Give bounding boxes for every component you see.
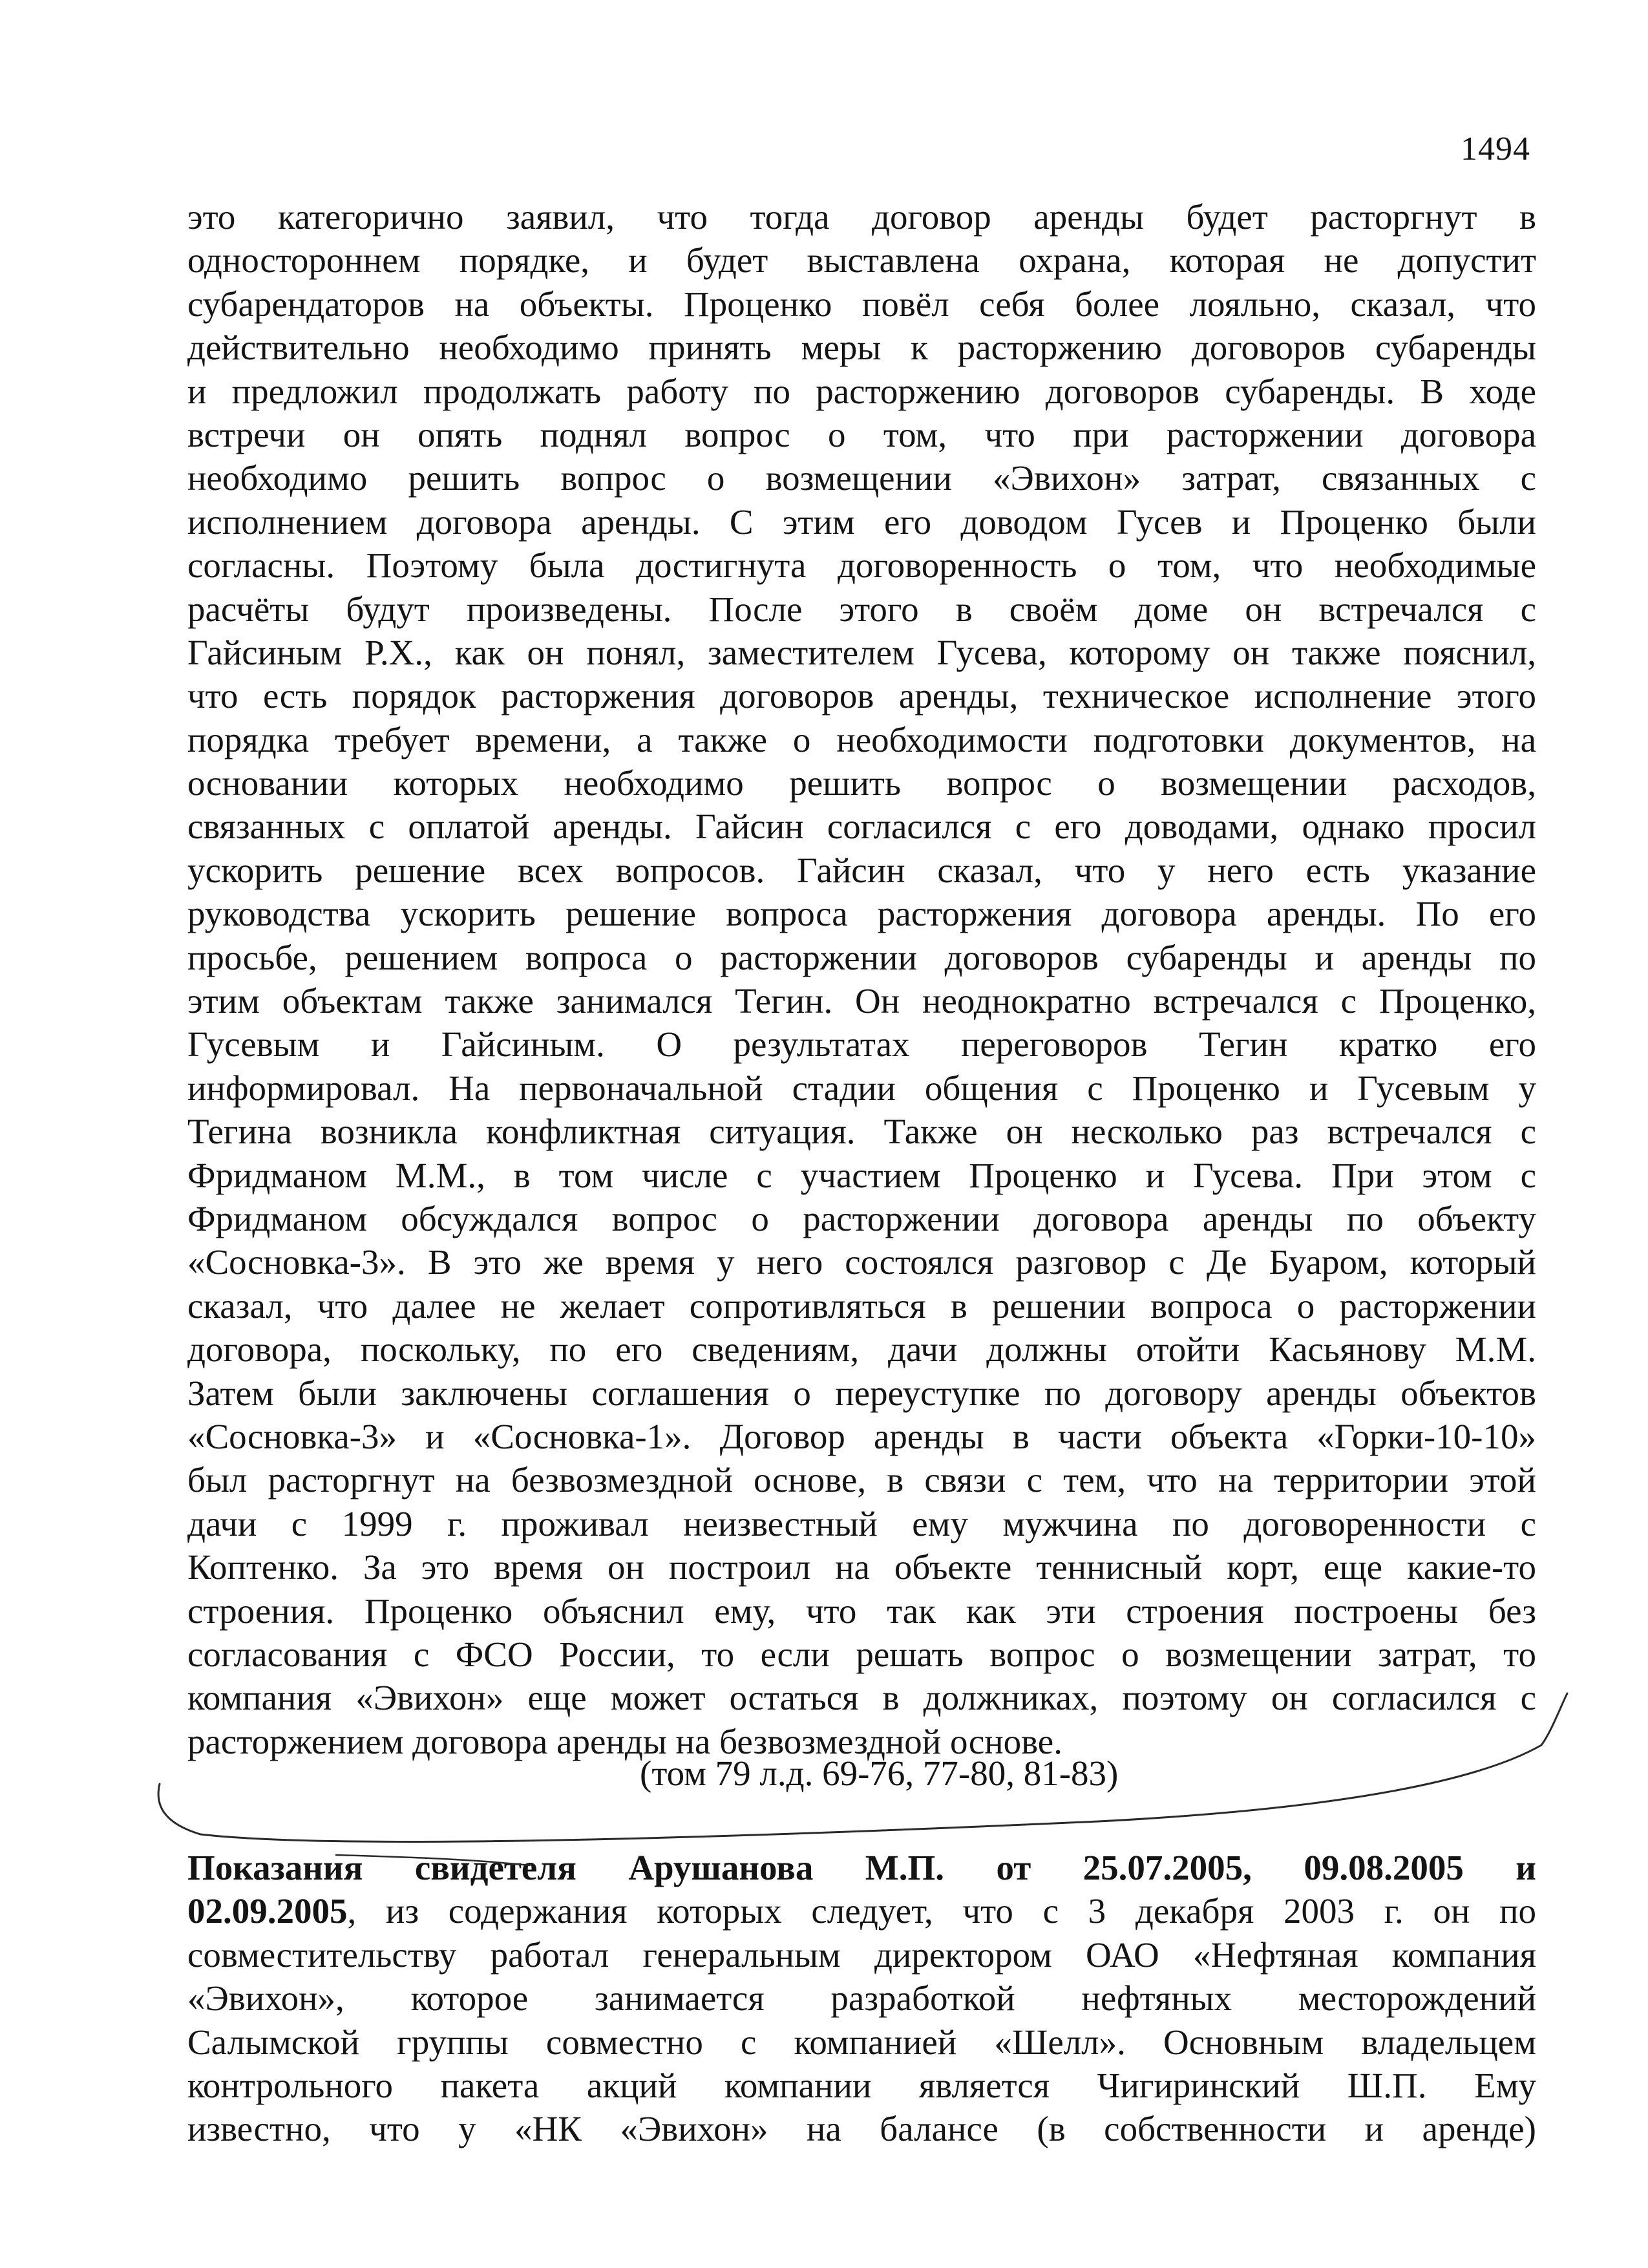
testimony-paragraph-arushanov	[187, 1846, 1536, 2151]
text-line: , из содержания которых следует, что с 3 декабря 2003 г. он по	[347, 1891, 1536, 1931]
text-line: строения. Проценко объяснил ему, что так как эти строения построены без	[187, 1591, 1536, 1631]
text-line: руководства ускорить решение вопроса расторжения договора аренды. По его	[187, 894, 1536, 934]
text-line: информировал. На первоначальной стадии общения с Проценко и Гусевым у	[187, 1068, 1536, 1108]
text-line: Фридманом обсуждался вопрос о расторжении договора аренды по объекту	[187, 1198, 1536, 1238]
text-line: связанных с оплатой аренды. Гайсин согласился с его доводами, однако просил	[187, 807, 1536, 847]
text-line: «Сосновка-3» и «Сосновка-1». Договор аренды в части объекта «Горки-10-10»	[187, 1416, 1536, 1456]
text-line: компания «Эвихон» еще может остаться в должниках, поэтому он согласился с	[187, 1678, 1536, 1718]
text-line: что есть порядок расторжения договоров аренды, техническое исполнение этого	[187, 676, 1536, 716]
text-line: Коптенко. За это время он построил на объекте теннисный корт, еще какие-то	[187, 1547, 1536, 1587]
text-line: «Сосновка-3». В это же время у него состоялся разговор с Де Буаром, который	[187, 1242, 1536, 1282]
text-line: ускорить решение всех вопросов. Гайсин сказал, что у него есть указание	[187, 850, 1536, 890]
case-file-reference: (том 79 л.д. 69-76, 77-80, 81-83)	[640, 1754, 1119, 1793]
text-line: Фридманом М.М., в том числе с участием Проценко и Гусева. При этом с	[187, 1155, 1536, 1195]
testimony-heading: Показания свидетеля Арушанова М.П. от 25.07.2005, 09.08.2005 и	[187, 1848, 1536, 1887]
text-line: сказал, что далее не желает сопротивляться в решении вопроса о расторжении	[187, 1286, 1536, 1326]
paragraph-heading-line	[187, 1889, 1536, 1933]
text-line: и предложил продолжать работу по расторжению договоров субаренды. В ходе	[187, 371, 1536, 411]
paragraph-heading-line	[187, 1846, 1536, 1889]
page-number: 1494	[1461, 131, 1530, 167]
text-line: Затем были заключены соглашения о переуступке по договору аренды объектов	[187, 1373, 1536, 1413]
text-line: необходимо решить вопрос о возмещении «Эвихон» затрат, связанных с	[187, 458, 1536, 498]
text-line: это категорично заявил, что тогда договор аренды будет расторгнут в	[187, 197, 1536, 237]
text-line: договора, поскольку, по его сведениям, дачи должны отойти Касьянову М.М.	[187, 1330, 1536, 1370]
text-line: был расторгнут на безвозмездной основе, в связи с тем, что на территории этой	[187, 1460, 1536, 1500]
text-line: дачи с 1999 г. проживал неизвестный ему мужчина по договоренности с	[187, 1503, 1536, 1543]
text-line: согласны. Поэтому была достигнута договоренность о том, что необходимые	[187, 546, 1536, 586]
testimony-paragraph-continued	[187, 195, 1536, 1763]
text-line: согласования с ФСО России, то если решать вопрос о возмещении затрат, то	[187, 1634, 1536, 1674]
text-line: этим объектам также занимался Тегин. Он неоднократно встречался с Проценко,	[187, 981, 1536, 1021]
text-line: Тегина возникла конфликтная ситуация. Также он несколько раз встречался с	[187, 1112, 1536, 1152]
text-line: расчёты будут произведены. После этого в своём доме он встречался с	[187, 589, 1536, 629]
text-line: известно, что у «НК «Эвихон» на балансе (в собственности и аренде)	[187, 2109, 1536, 2149]
text-line: Гайсиным Р.Х., как он понял, заместителем Гусева, которому он также пояснил,	[187, 632, 1536, 672]
text-line: Гусевым и Гайсиным. О результатах переговоров Тегин кратко его	[187, 1024, 1536, 1065]
text-line: Салымской группы совместно с компанией «Шелл». Основным владельцем	[187, 2022, 1536, 2062]
text-line: одностороннем порядке, и будет выставлена охрана, которая не допустит	[187, 240, 1536, 281]
text-line: просьбе, решением вопроса о расторжении договоров субаренды и аренды по	[187, 937, 1536, 977]
text-line: расторжением договора аренды на безвозмездной основе.	[187, 1721, 1062, 1761]
text-line: порядка требует времени, а также о необходимости подготовки документов, на	[187, 719, 1536, 759]
text-line: действительно необходимо принять меры к расторжению договоров субаренды	[187, 328, 1536, 368]
text-line: субарендаторов на объекты. Проценко повёл себя более лояльно, сказал, что	[187, 284, 1536, 324]
testimony-heading-date: 02.09.2005	[187, 1891, 348, 1931]
text-line: «Эвихон», которое занимается разработкой нефтяных месторождений	[187, 1978, 1536, 2019]
paragraph-body	[187, 1933, 1536, 2151]
text-line: встречи он опять поднял вопрос о том, что при расторжении договора	[187, 414, 1536, 454]
text-line: совместительству работал генеральным директором ОАО «Нефтяная компания	[187, 1934, 1536, 1975]
text-line: контрольного пакета акций компании является Чигиринский Ш.П. Ему	[187, 2065, 1536, 2105]
text-line: основании которых необходимо решить вопрос о возмещении расходов,	[187, 763, 1536, 803]
text-line: исполнением договора аренды. С этим его доводом Гусев и Проценко были	[187, 502, 1536, 542]
